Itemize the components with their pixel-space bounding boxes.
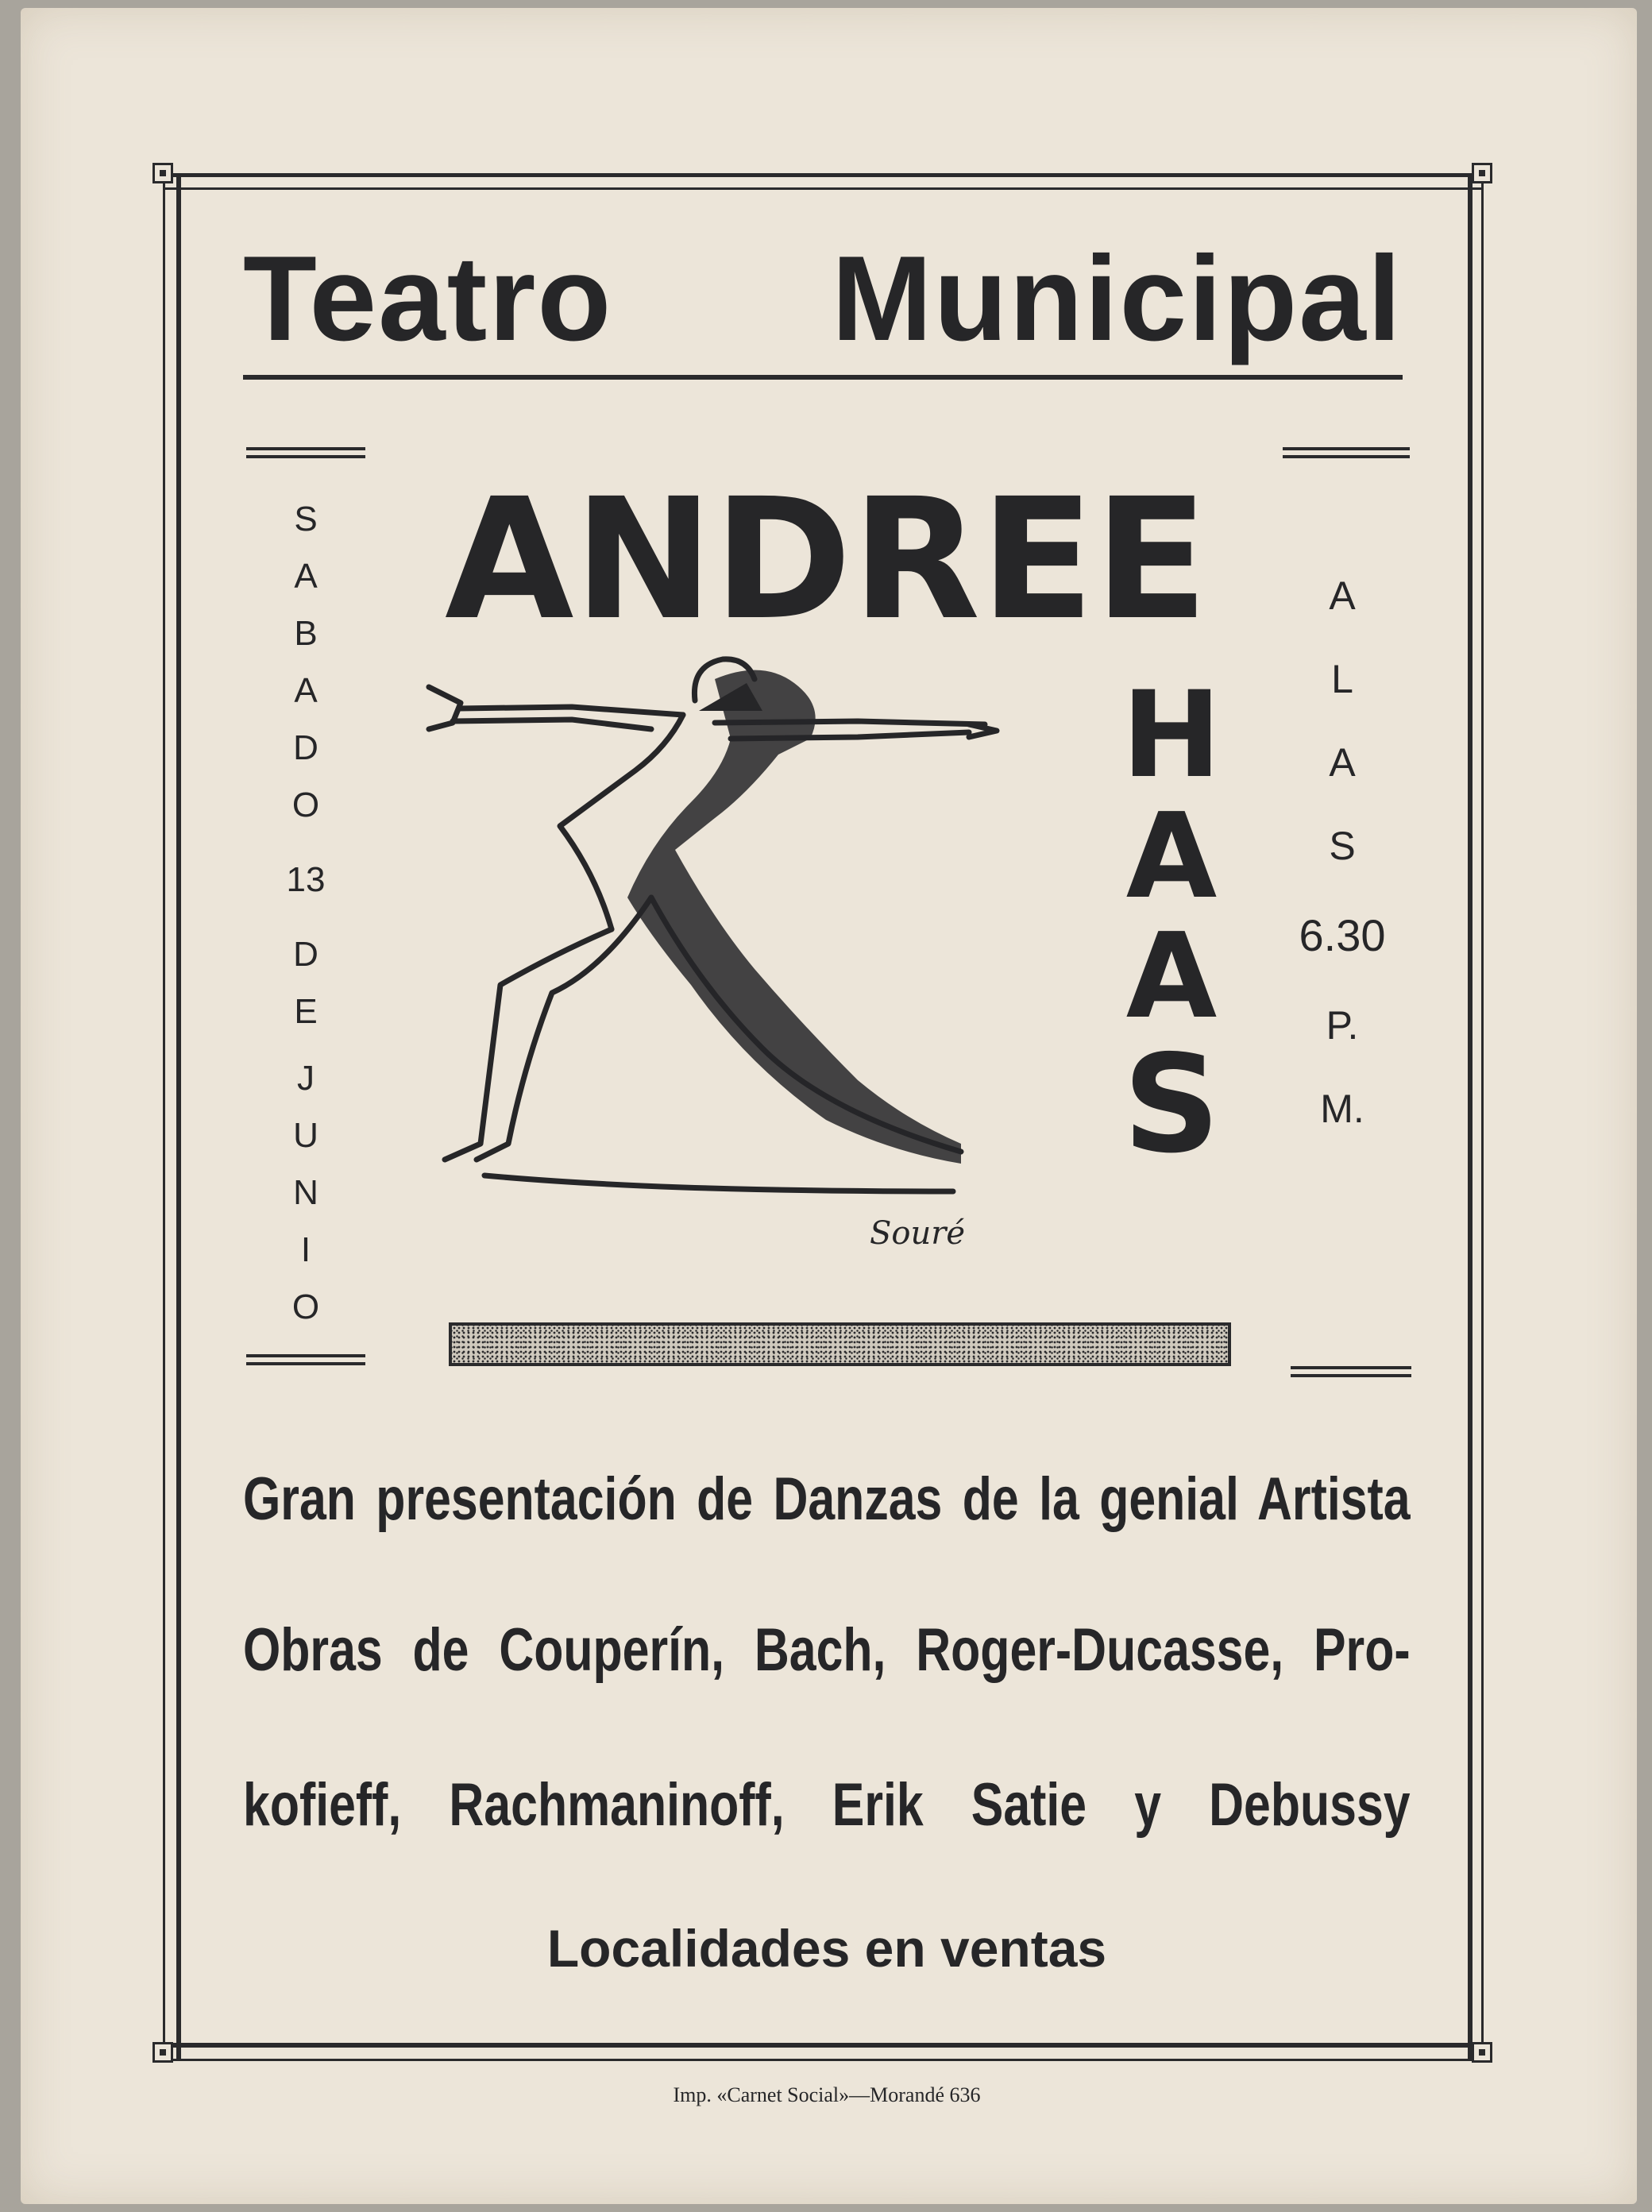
frame-left-outer [163,173,165,2061]
works-line-1: Obras de Couperín, Bach, Roger-Ducasse, Pro- [243,1616,1411,1684]
artist-last-name [1104,666,1239,1183]
frame-left-inner [176,173,181,2061]
works-line-2: kofieff, Rachmaninoff, Erik Satie y Debussy [243,1771,1411,1839]
date-letter: I [300,1230,311,1269]
date-letter: N [293,1173,318,1212]
date-letter: D [293,935,318,974]
date-letter: E [294,992,318,1031]
stippled-bar [449,1322,1231,1366]
artist-first-name: ANDREE [445,462,1209,657]
frame-right-inner [1468,173,1473,2061]
frame-corner-ornament [152,163,173,183]
dancer-illustration [413,635,1080,1239]
time-letter: 6.30 [1299,910,1386,960]
artist-last-letter: H [1121,666,1222,805]
title-underline [243,375,1403,380]
frame-top-outer [163,173,1483,177]
right-bottom-rule [1291,1366,1411,1377]
time-vertical [1295,573,1390,1131]
presentation-line: Gran presentación de Danzas de la genial Artista [243,1465,1411,1533]
frame-corner-ornament [1472,163,1492,183]
date-letter: O [291,1287,320,1326]
time-letter: L [1331,657,1353,701]
date-letter: J [297,1059,315,1098]
date-letter: 13 [286,860,326,899]
tickets-line: Localidades en ventas [546,1919,1107,1978]
date-letter: U [293,1116,318,1155]
artist-last-letter: A [1125,907,1218,1044]
date-letter: S [294,500,318,539]
artist-last-letter: S [1122,1025,1221,1183]
time-letter: S [1329,824,1356,868]
left-top-rule [246,447,365,458]
time-letter: A [1329,573,1356,618]
frame-bottom-inner [163,2059,1483,2061]
date-vertical [286,502,326,1325]
frame-top-inner [163,187,1483,190]
date-letter: B [294,614,318,653]
frame-corner-ornament [152,2042,173,2063]
date-letter: A [294,671,318,710]
time-letter: P. [1326,1003,1359,1048]
date-letter: D [293,728,318,767]
time-letter: M. [1320,1087,1364,1131]
date-letter: A [294,557,318,596]
right-top-rule [1283,447,1410,458]
frame-bottom-outer [163,2043,1483,2048]
printer-imprint: Imp. «Carnet Social»—Morandé 636 [673,2083,981,2106]
venue-title: Teatro Municipal [243,231,1403,366]
frame-right-outer [1481,173,1484,2061]
date-letter: O [291,786,320,824]
artist-last-letter: A [1125,788,1218,925]
left-bottom-rule [246,1354,365,1365]
frame-corner-ornament [1472,2042,1492,2063]
artist-signature: Souré [870,1215,966,1252]
time-letter: A [1329,740,1356,785]
